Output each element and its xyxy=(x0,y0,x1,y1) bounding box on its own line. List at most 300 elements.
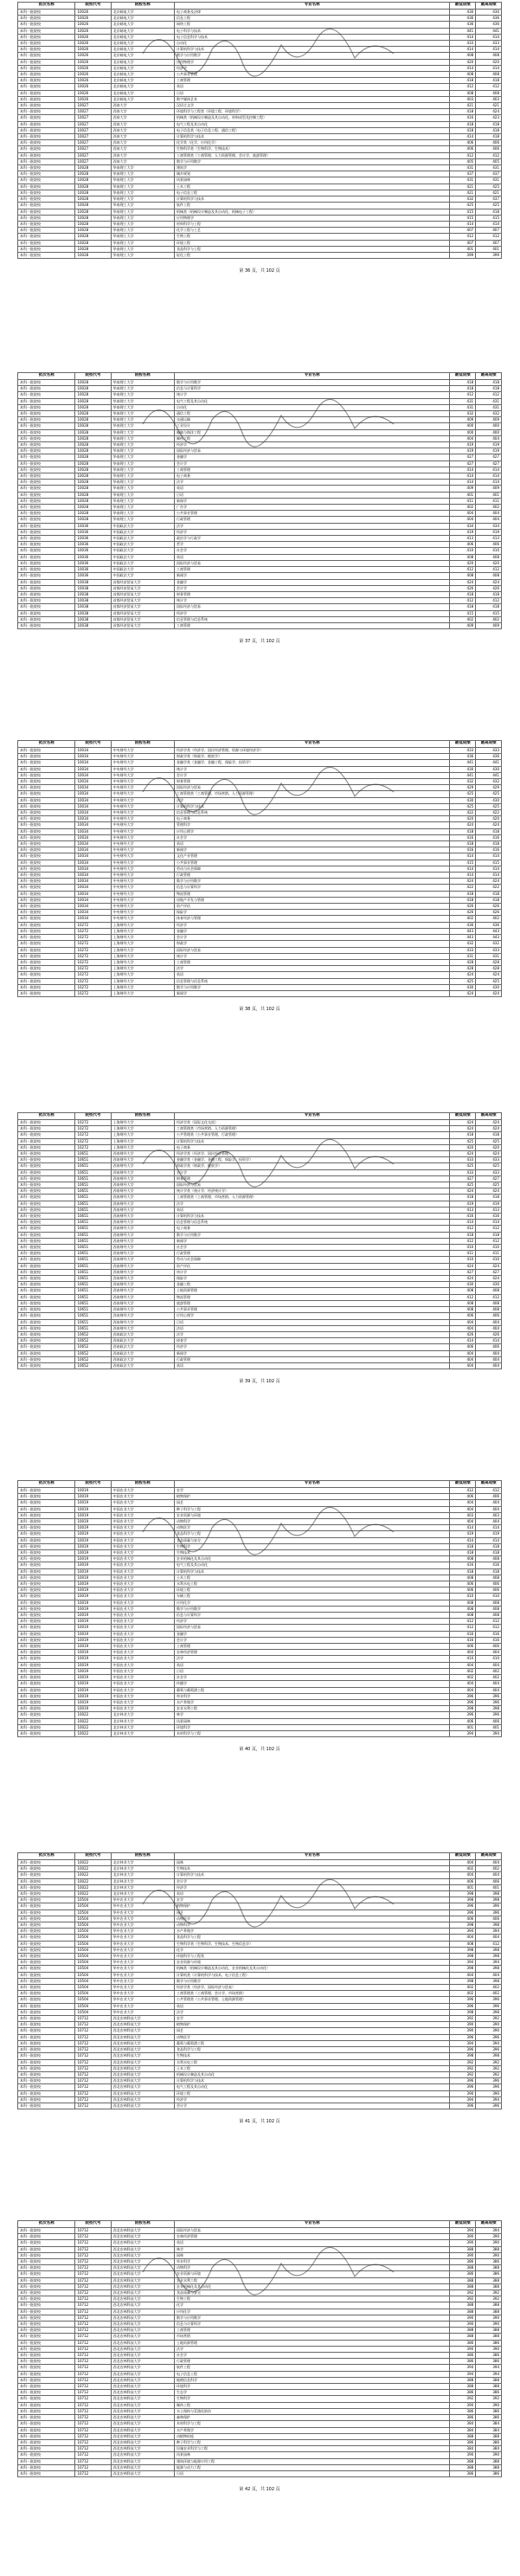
max-score-cell: 430 xyxy=(476,797,502,803)
min-score-cell: 404 xyxy=(450,511,476,517)
school-name-cell: 华南理工大学 xyxy=(111,517,174,523)
major-name-cell: 生物科学类（生物科学、生物技术） xyxy=(174,146,449,152)
school-code-cell: 10712 xyxy=(75,2334,111,2340)
min-score-cell: 413 xyxy=(450,1207,476,1213)
major-name-cell: 食品科学与工程 xyxy=(174,2047,449,2053)
major-name-cell: 哲学 xyxy=(174,542,449,548)
table-row xyxy=(18,1644,502,1650)
school-code-cell: 10651 xyxy=(75,1294,111,1300)
table-row xyxy=(18,866,502,872)
school-code-cell: 10026 xyxy=(75,47,111,53)
max-score-cell: 404 xyxy=(476,1972,502,1978)
max-score-cell: 408 xyxy=(476,1575,502,1581)
major-name-cell: 轻化工程 xyxy=(174,252,449,258)
school-name-cell: 中国农业大学 xyxy=(111,1706,174,1712)
batch-cell: 本科一批院校 xyxy=(18,1488,75,1494)
table-row xyxy=(18,404,502,410)
table-row xyxy=(18,897,502,903)
min-score-cell: 430 xyxy=(450,984,476,990)
school-name-cell: 西北农林科技大学 xyxy=(111,2415,174,2421)
max-score-cell: 418 xyxy=(476,209,502,215)
school-code-cell: 10034 xyxy=(75,897,111,903)
major-name-cell: 新闻学 xyxy=(174,498,449,504)
min-score-cell: 425 xyxy=(450,1182,476,1188)
major-name-cell: 水利水电工程 xyxy=(174,2059,449,2065)
table-row xyxy=(18,16,502,22)
min-score-cell: 404 xyxy=(450,1362,476,1368)
school-name-cell: 首都经济贸易大学 xyxy=(111,622,174,628)
school-name-cell: 西北农林科技大学 xyxy=(111,2022,174,2028)
school-code-cell: 10019 xyxy=(75,1681,111,1687)
school-code-cell: 10019 xyxy=(75,1543,111,1549)
max-score-cell: 426 xyxy=(476,1331,502,1337)
table-row xyxy=(18,252,502,258)
major-name-cell: 电气工程及其自动化 xyxy=(174,2084,449,2090)
min-score-cell: 412 xyxy=(450,598,476,604)
min-score-cell: 433 xyxy=(450,1157,476,1163)
major-name-cell: 生物技术 xyxy=(174,1866,449,1872)
max-score-cell: 394 xyxy=(476,1960,502,1966)
school-code-cell: 10651 xyxy=(75,1245,111,1251)
max-score-cell: 396 xyxy=(476,1712,502,1718)
school-code-cell: 10712 xyxy=(75,2464,111,2470)
table-row xyxy=(18,1625,502,1631)
school-code-cell: 10028 xyxy=(75,221,111,227)
max-score-cell: 388 xyxy=(476,2377,502,2383)
major-name-cell: 国际经济与贸易 xyxy=(174,560,449,566)
column-header: 院校代号 xyxy=(75,741,111,748)
batch-cell: 本科一批院校 xyxy=(18,1537,75,1543)
major-name-cell: 木材科学与工程 xyxy=(174,2421,449,2427)
school-code-cell: 10026 xyxy=(75,84,111,90)
batch-cell: 本科一批院校 xyxy=(18,604,75,610)
school-name-cell: 西南财经大学 xyxy=(111,1288,174,1294)
major-name-cell: 车辆工程 xyxy=(174,1594,449,1600)
table-row xyxy=(18,1188,502,1195)
max-score-cell: 388 xyxy=(476,2384,502,2390)
school-name-cell: 华南理工大学 xyxy=(111,429,174,435)
batch-cell: 本科一批院校 xyxy=(18,1494,75,1500)
max-score-cell: 386 xyxy=(476,2390,502,2396)
document-page xyxy=(17,372,502,644)
min-score-cell: 408 xyxy=(450,573,476,579)
school-name-cell: 西北农林科技大学 xyxy=(111,2390,174,2396)
batch-cell: 本科一批院校 xyxy=(18,879,75,885)
batch-cell: 本科一批院校 xyxy=(18,910,75,916)
min-score-cell: 402 xyxy=(450,916,476,922)
max-score-cell: 400 xyxy=(476,423,502,429)
major-name-cell: 经济学 xyxy=(174,1344,449,1350)
min-score-cell: 418 xyxy=(450,109,476,115)
min-score-cell: 386 xyxy=(450,2359,476,2365)
major-name-cell: 农业资源与环境 xyxy=(174,1960,449,1966)
max-score-cell: 406 xyxy=(476,1344,502,1350)
table-row xyxy=(18,467,502,473)
major-name-cell: 土木工程 xyxy=(174,184,449,190)
school-code-cell: 10651 xyxy=(75,1276,111,1282)
table-row xyxy=(18,1594,502,1600)
batch-cell: 本科一批院校 xyxy=(18,1282,75,1288)
table-row xyxy=(18,1637,502,1643)
school-code-cell: 10651 xyxy=(75,1257,111,1263)
major-name-cell: 市场营销 xyxy=(174,2334,449,2340)
table-row xyxy=(18,1238,502,1244)
max-score-cell: 441 xyxy=(476,28,502,34)
school-name-cell: 中国农业大学 xyxy=(111,1662,174,1668)
school-code-cell: 10712 xyxy=(75,2234,111,2240)
major-name-cell: 应用心理学 xyxy=(174,828,449,834)
min-score-cell: 425 xyxy=(450,791,476,797)
max-score-cell: 424 xyxy=(476,109,502,115)
min-score-cell: 414 xyxy=(450,34,476,40)
batch-cell: 本科一批院校 xyxy=(18,1650,75,1656)
school-code-cell: 10712 xyxy=(75,2328,111,2334)
major-name-cell: 船舶与海洋工程 xyxy=(174,429,449,435)
max-score-cell: 409 xyxy=(476,486,502,492)
batch-cell: 本科一批院校 xyxy=(18,560,75,566)
school-name-cell: 中央财经大学 xyxy=(111,879,174,885)
school-name-cell: 华南理工大学 xyxy=(111,467,174,473)
min-score-cell: 408 xyxy=(450,53,476,59)
table-row xyxy=(18,1344,502,1350)
school-name-cell: 首都经济贸易大学 xyxy=(111,616,174,622)
school-code-cell: 10712 xyxy=(75,2265,111,2271)
table-row xyxy=(18,2421,502,2427)
major-name-cell: 日语 xyxy=(174,2470,449,2476)
min-score-cell: 398 xyxy=(450,1706,476,1712)
batch-cell: 本科一批院校 xyxy=(18,1263,75,1269)
school-code-cell: 10712 xyxy=(75,2096,111,2103)
school-name-cell: 北京邮电大学 xyxy=(111,53,174,59)
batch-cell: 本科一批院校 xyxy=(18,1991,75,1997)
max-score-cell: 424 xyxy=(476,879,502,885)
school-name-cell: 西北农林科技大学 xyxy=(111,2452,174,2458)
school-code-cell: 10712 xyxy=(75,2271,111,2277)
major-name-cell: 环境工程 xyxy=(174,2090,449,2096)
batch-cell: 本科一批院校 xyxy=(18,2396,75,2402)
school-name-cell: 西南政法大学 xyxy=(111,1338,174,1344)
school-code-cell: 10712 xyxy=(75,2359,111,2365)
batch-cell: 本科一批院校 xyxy=(18,215,75,221)
batch-cell: 本科一批院校 xyxy=(18,610,75,616)
min-score-cell: 414 xyxy=(450,47,476,53)
batch-cell: 本科一批院校 xyxy=(18,2315,75,2321)
major-name-cell: 新闻学 xyxy=(174,573,449,579)
major-name-cell: 植物保护 xyxy=(174,2022,449,2028)
batch-cell: 本科一批院校 xyxy=(18,1613,75,1619)
table-row xyxy=(18,560,502,566)
major-name-cell: 动物科学 xyxy=(174,2265,449,2271)
school-name-cell: 华南理工大学 xyxy=(111,404,174,410)
batch-cell: 本科一批院校 xyxy=(18,1866,75,1872)
school-code-cell: 10652 xyxy=(75,1356,111,1362)
table-row xyxy=(18,1263,502,1269)
max-score-cell: 424 xyxy=(476,579,502,585)
school-code-cell: 10652 xyxy=(75,1338,111,1344)
max-score-cell: 404 xyxy=(476,1362,502,1368)
school-code-cell: 10034 xyxy=(75,873,111,879)
school-name-cell: 西南财经大学 xyxy=(111,1307,174,1313)
batch-cell: 本科一批院校 xyxy=(18,1587,75,1594)
school-code-cell: 10028 xyxy=(75,473,111,480)
batch-cell: 本科一批院校 xyxy=(18,2047,75,2053)
major-name-cell: 国际经济与贸易 xyxy=(174,604,449,610)
min-score-cell: 396 xyxy=(450,1903,476,1909)
max-score-cell: 406 xyxy=(476,1718,502,1724)
max-score-cell: 441 xyxy=(476,760,502,766)
min-score-cell: 443 xyxy=(450,928,476,934)
min-score-cell: 394 xyxy=(450,1929,476,1935)
school-name-cell: 西北农林科技大学 xyxy=(111,2059,174,2065)
table-row xyxy=(18,2047,502,2053)
max-score-cell: 420 xyxy=(476,816,502,822)
min-score-cell: 386 xyxy=(450,2439,476,2445)
school-name-cell: 西北农林科技大学 xyxy=(111,2446,174,2452)
school-name-cell: 首都经济贸易大学 xyxy=(111,598,174,604)
min-score-cell: 418 xyxy=(450,828,476,834)
batch-cell: 本科一批院校 xyxy=(18,1300,75,1306)
min-score-cell: 404 xyxy=(450,1681,476,1687)
school-name-cell: 西北农林科技大学 xyxy=(111,2353,174,2359)
table-row xyxy=(18,1872,502,1878)
school-name-cell: 中国政法大学 xyxy=(111,523,174,529)
school-code-cell: 10712 xyxy=(75,2078,111,2084)
max-score-cell: 398 xyxy=(476,1954,502,1960)
batch-cell: 本科一批院校 xyxy=(18,1319,75,1325)
max-score-cell: 390 xyxy=(476,2234,502,2240)
column-header: 最高成绩 xyxy=(476,3,502,10)
school-name-cell: 北京邮电大学 xyxy=(111,34,174,40)
table-row xyxy=(18,1537,502,1543)
min-score-cell: 404 xyxy=(450,1872,476,1878)
table-row xyxy=(18,121,502,127)
table-row xyxy=(18,1138,502,1144)
major-name-cell: 应用物理学 xyxy=(174,215,449,221)
school-code-cell: 10019 xyxy=(75,1512,111,1518)
batch-cell: 本科一批院校 xyxy=(18,853,75,860)
major-name-cell: 审计学 xyxy=(174,1269,449,1275)
major-name-cell: 汉语言文学 xyxy=(174,103,449,109)
major-name-cell: 环境科学 xyxy=(174,1724,449,1730)
max-score-cell: 390 xyxy=(476,2346,502,2352)
batch-cell: 本科一批院校 xyxy=(18,1220,75,1226)
school-name-cell: 中央财经大学 xyxy=(111,841,174,847)
min-score-cell: 386 xyxy=(450,2353,476,2359)
school-code-cell: 10712 xyxy=(75,2452,111,2458)
school-code-cell: 10651 xyxy=(75,1269,111,1275)
major-name-cell: 国际经济与贸易 xyxy=(174,448,449,454)
batch-cell: 本科一批院校 xyxy=(18,115,75,121)
min-score-cell: 409 xyxy=(450,622,476,628)
min-score-cell: 436 xyxy=(450,16,476,22)
min-score-cell: 414 xyxy=(450,1338,476,1344)
major-name-cell: 日语 xyxy=(174,1319,449,1325)
batch-cell: 本科一批院校 xyxy=(18,2421,75,2427)
min-score-cell: 401 xyxy=(450,1724,476,1730)
batch-cell: 本科一批院校 xyxy=(18,1594,75,1600)
school-name-cell: 西北农林科技大学 xyxy=(111,2034,174,2040)
school-code-cell: 10027 xyxy=(75,158,111,164)
table-header-row xyxy=(18,373,502,380)
major-name-cell: 生物工程 xyxy=(174,234,449,240)
table-row xyxy=(18,2439,502,2445)
school-name-cell: 北京林业大学 xyxy=(111,1891,174,1897)
table-row xyxy=(18,1519,502,1525)
min-score-cell: 398 xyxy=(450,1922,476,1929)
max-score-cell: 414 xyxy=(476,65,502,71)
table-row xyxy=(18,234,502,240)
school-name-cell: 西北农林科技大学 xyxy=(111,2433,174,2439)
school-code-cell: 10034 xyxy=(75,760,111,766)
school-code-cell: 10022 xyxy=(75,1878,111,1884)
table-row xyxy=(18,2096,502,2103)
batch-cell: 本科一批院校 xyxy=(18,1600,75,1606)
school-name-cell: 中国农业大学 xyxy=(111,1625,174,1631)
school-code-cell: 10027 xyxy=(75,152,111,158)
major-name-cell: 经济学 xyxy=(174,442,449,448)
school-code-cell: 10272 xyxy=(75,978,111,984)
school-name-cell: 中央财经大学 xyxy=(111,785,174,791)
school-code-cell: 10028 xyxy=(75,252,111,258)
table-row xyxy=(18,134,502,140)
batch-cell: 本科一批院校 xyxy=(18,2053,75,2059)
major-name-cell: 计算机科学与技术 xyxy=(174,1872,449,1878)
major-name-cell: 金融学 xyxy=(174,1631,449,1637)
school-name-cell: 中国农业大学 xyxy=(111,1631,174,1637)
max-score-cell: 406 xyxy=(476,1644,502,1650)
major-name-cell: 管理科学 xyxy=(174,822,449,828)
batch-cell: 本科一批院校 xyxy=(18,1512,75,1518)
school-code-cell: 10019 xyxy=(75,1699,111,1705)
column-header: 专业名称 xyxy=(174,373,449,380)
school-code-cell: 10712 xyxy=(75,2228,111,2234)
min-score-cell: 408 xyxy=(450,1575,476,1581)
min-score-cell: 388 xyxy=(450,2302,476,2309)
table-row xyxy=(18,1929,502,1935)
major-name-cell: 农业机械化及其自动化 xyxy=(174,1556,449,1562)
school-name-cell: 中国政法大学 xyxy=(111,529,174,535)
page-footer: 第 39 页，共 102 页 xyxy=(239,1379,280,1385)
batch-cell: 本科一批院校 xyxy=(18,96,75,102)
school-name-cell: 中国农业大学 xyxy=(111,1543,174,1549)
min-score-cell: 428 xyxy=(450,959,476,965)
school-code-cell: 10026 xyxy=(75,16,111,22)
school-name-cell: 西南财经大学 xyxy=(111,1157,174,1163)
batch-cell: 本科一批院校 xyxy=(18,2309,75,2315)
table-row xyxy=(18,2390,502,2396)
batch-cell: 本科一批院校 xyxy=(18,1687,75,1693)
min-score-cell: 402 xyxy=(450,616,476,622)
table-row xyxy=(18,966,502,972)
batch-cell: 本科一批院校 xyxy=(18,2464,75,2470)
batch-cell: 本科一批院校 xyxy=(18,2427,75,2433)
major-name-cell: 动植物检疫 xyxy=(174,2433,449,2439)
batch-cell: 本科一批院校 xyxy=(18,1356,75,1362)
school-code-cell: 10712 xyxy=(75,2103,111,2109)
batch-cell: 本科一批院校 xyxy=(18,1562,75,1568)
table-row xyxy=(18,429,502,435)
max-score-cell: 396 xyxy=(476,2084,502,2090)
column-header: 院校名称 xyxy=(111,1113,174,1120)
table-row xyxy=(18,146,502,152)
batch-cell: 本科一批院校 xyxy=(18,984,75,990)
max-score-cell: 426 xyxy=(476,910,502,916)
max-score-cell: 436 xyxy=(476,922,502,928)
school-name-cell: 中国农业大学 xyxy=(111,1675,174,1681)
max-score-cell: 414 xyxy=(476,34,502,40)
min-score-cell: 396 xyxy=(450,1909,476,1916)
batch-cell: 本科一批院校 xyxy=(18,59,75,65)
school-name-cell: 华南理工大学 xyxy=(111,454,174,460)
min-score-cell: 418 xyxy=(450,380,476,386)
batch-cell: 本科一批院校 xyxy=(18,1625,75,1631)
school-name-cell: 中国农业大学 xyxy=(111,1488,174,1494)
school-name-cell: 中国农业大学 xyxy=(111,1656,174,1662)
school-code-cell: 10026 xyxy=(75,28,111,34)
table-row xyxy=(18,2090,502,2096)
min-score-cell: 400 xyxy=(450,423,476,429)
min-score-cell: 433 xyxy=(450,1169,476,1175)
school-name-cell: 西北农林科技大学 xyxy=(111,2427,174,2433)
table-row xyxy=(18,1706,502,1712)
batch-cell: 本科一批院校 xyxy=(18,1872,75,1878)
table-row xyxy=(18,2059,502,2065)
major-name-cell: 统计学 xyxy=(174,953,449,959)
school-name-cell: 华南理工大学 xyxy=(111,423,174,429)
major-name-cell: 金融学 xyxy=(174,454,449,460)
document-page xyxy=(17,740,502,1012)
table-row xyxy=(18,2016,502,2022)
major-name-cell: 植物保护 xyxy=(174,1903,449,1909)
school-name-cell: 西南财经大学 xyxy=(111,1226,174,1232)
major-name-cell: 英语 xyxy=(174,1207,449,1213)
school-name-cell: 西南财经大学 xyxy=(111,1319,174,1325)
school-code-cell: 10712 xyxy=(75,2240,111,2246)
batch-cell: 本科一批院校 xyxy=(18,2003,75,2009)
max-score-cell: 430 xyxy=(476,766,502,772)
min-score-cell: 427 xyxy=(450,454,476,460)
max-score-cell: 390 xyxy=(476,2452,502,2458)
batch-cell: 本科一批院校 xyxy=(18,1543,75,1549)
batch-cell: 本科一批院校 xyxy=(18,90,75,96)
table-row xyxy=(18,47,502,53)
max-score-cell: 431 xyxy=(476,953,502,959)
school-code-cell: 10019 xyxy=(75,1613,111,1619)
min-score-cell: 430 xyxy=(450,766,476,772)
major-name-cell: 资产评估 xyxy=(174,904,449,910)
school-name-cell: 北京林业大学 xyxy=(111,1724,174,1730)
major-name-cell: 计算机科学与技术 xyxy=(174,196,449,203)
major-name-cell: 机械类（机械设计制造及其自动化、农业机械化及其自动化） xyxy=(174,1966,449,1972)
table-row xyxy=(18,2234,502,2240)
school-name-cell: 西北农林科技大学 xyxy=(111,2309,174,2315)
school-code-cell: 10651 xyxy=(75,1163,111,1169)
table-row xyxy=(18,2053,502,2059)
max-score-cell: 410 xyxy=(476,548,502,554)
table-row xyxy=(18,972,502,978)
max-score-cell: 408 xyxy=(476,1300,502,1306)
school-code-cell: 10028 xyxy=(75,467,111,473)
admission-score-table xyxy=(17,1112,502,1369)
table-row xyxy=(18,1978,502,1984)
table-row xyxy=(18,766,502,772)
batch-cell: 本科一批院校 xyxy=(18,228,75,234)
major-name-cell: 数学与应用数学 xyxy=(174,1232,449,1238)
school-code-cell: 10019 xyxy=(75,1568,111,1575)
min-score-cell: 402 xyxy=(450,505,476,511)
table-row xyxy=(18,2315,502,2321)
max-score-cell: 384 xyxy=(476,2421,502,2427)
